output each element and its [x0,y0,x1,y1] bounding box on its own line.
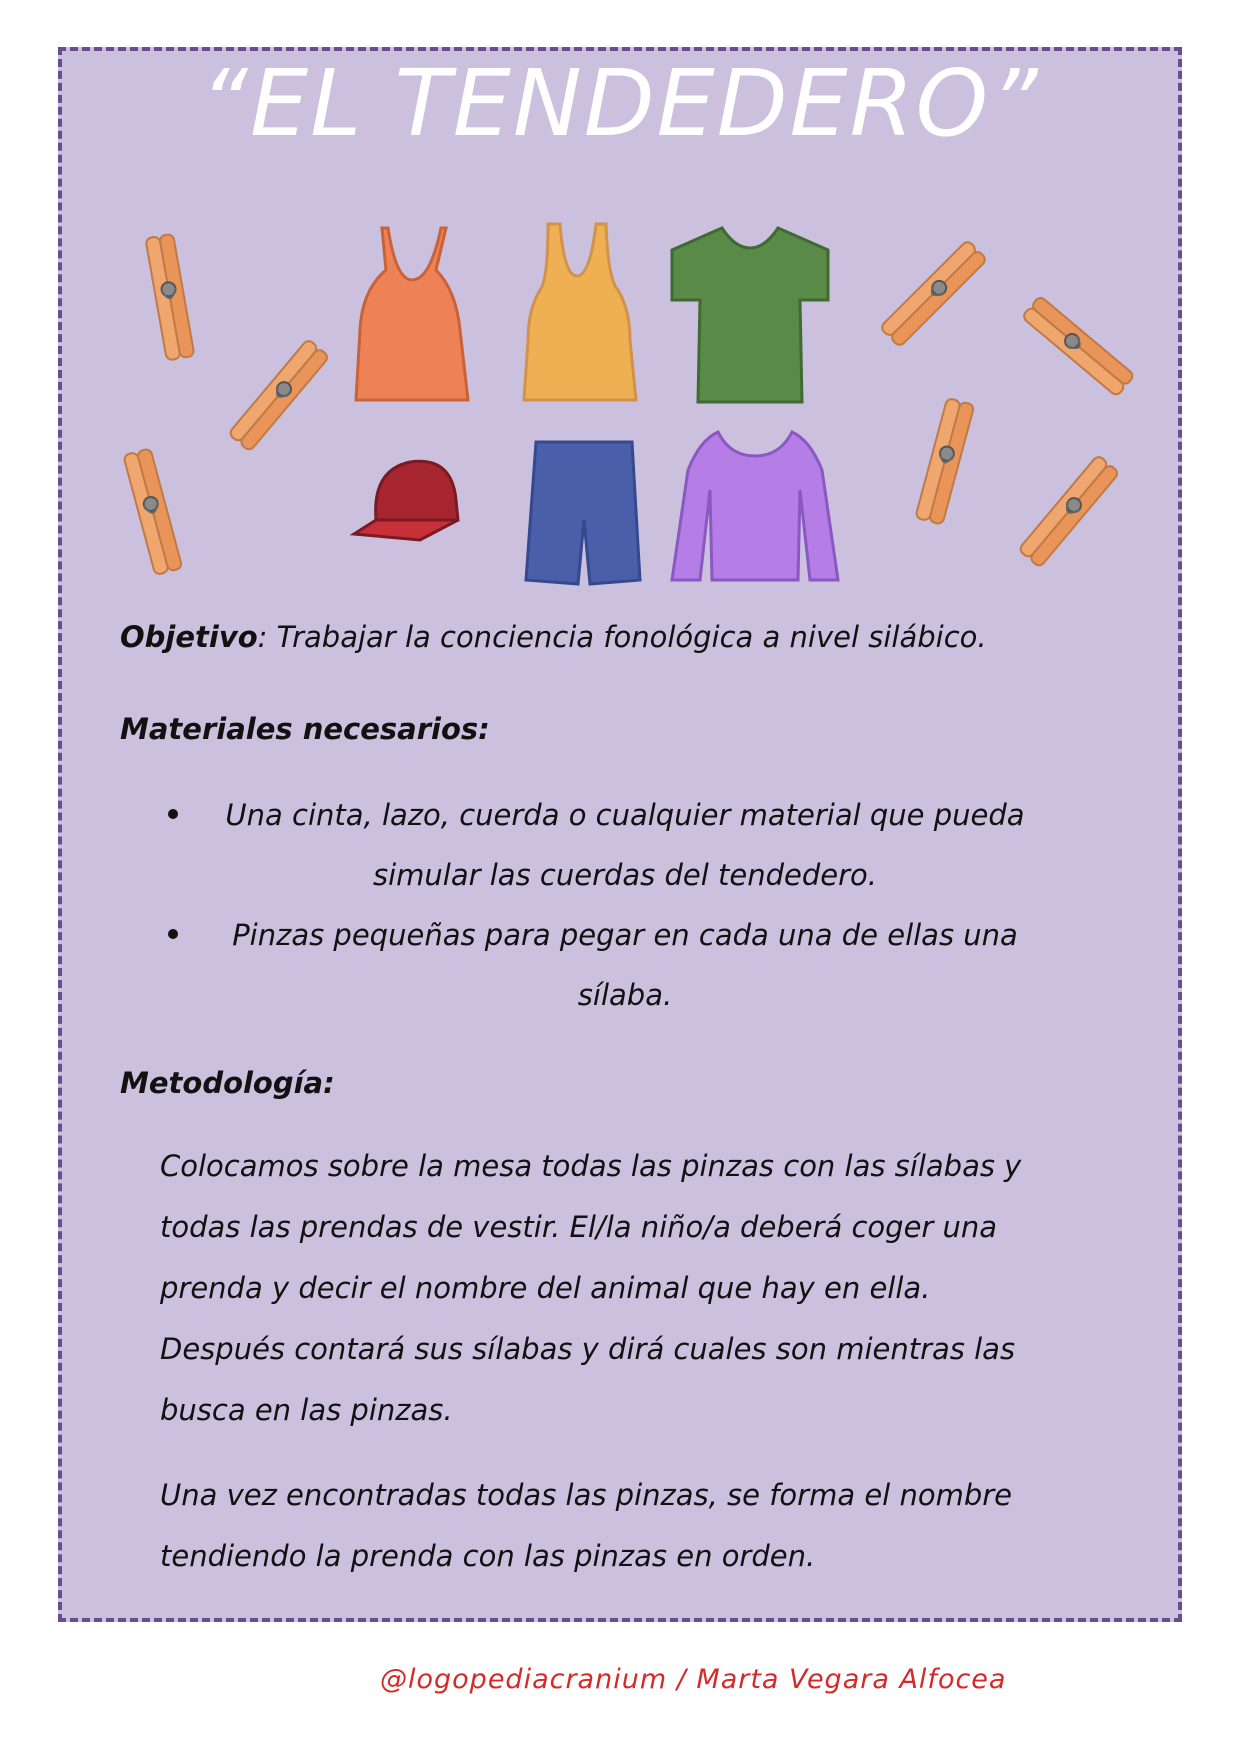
objective-line [120,620,987,654]
bullet-icon [168,809,178,819]
list-item-line: Una cinta, lazo, cuerda o cualquier material que pueda [225,798,1025,832]
paragraph-line: tendiendo la prenda con las pinzas en orden. [160,1539,816,1573]
list-item [150,785,1070,905]
footer-credit: @logopediacranium / Marta Vegara Alfocea [380,1664,1007,1695]
green-tshirt-icon [672,228,828,402]
methodology-paragraph-2 [160,1465,1080,1587]
methodology-paragraph-1 [160,1136,1080,1441]
paragraph-line: Una vez encontradas todas las pinzas, se forma el nombre [160,1478,1013,1512]
purple-sweatshirt-icon [672,432,838,580]
paragraph-line: prenda y decir el nombre del animal que hay en ella. [160,1271,931,1305]
objective-label: Objetivo [120,620,258,654]
bullet-icon [168,929,178,939]
clothespin-icon [145,234,194,361]
yellow-tank-top-icon [524,224,636,400]
orange-tank-top-icon [356,228,468,400]
materials-heading: Materiales necesarios: [120,712,490,746]
clothespin-icon [1018,455,1119,568]
clothespin-icon [1022,296,1135,397]
paragraph-line: todas las prendas de vestir. El/la niño/a deberá coger una [160,1210,998,1244]
blue-shorts-icon [526,442,640,584]
page-title: “EL TENDEDERO” [200,50,1040,157]
red-cap-icon [354,461,458,540]
clothespin-icon [915,398,974,525]
methodology-heading: Metodología: [120,1066,335,1100]
materials-list [150,785,1070,1025]
list-item [150,905,1070,1025]
list-item-line: Pinzas pequeñas para pegar en cada una de ellas una [232,918,1018,952]
paragraph-line: busca en las pinzas. [160,1393,453,1427]
clothespin-icon [880,240,987,347]
clothespin-icon [123,448,182,575]
list-item-line: simular las cuerdas del tendedero. [372,858,878,892]
objective-text: : Trabajar la conciencia fonológica a nivel silábico. [257,620,987,654]
paragraph-line: Después contará sus sílabas y dirá cuales son mientras las [160,1332,1016,1366]
clothespin-icon [228,339,329,452]
paragraph-line: Colocamos sobre la mesa todas las pinzas con las sílabas y [160,1149,1022,1183]
list-item-line: sílaba. [577,978,673,1012]
clothes-illustration [0,0,1240,600]
